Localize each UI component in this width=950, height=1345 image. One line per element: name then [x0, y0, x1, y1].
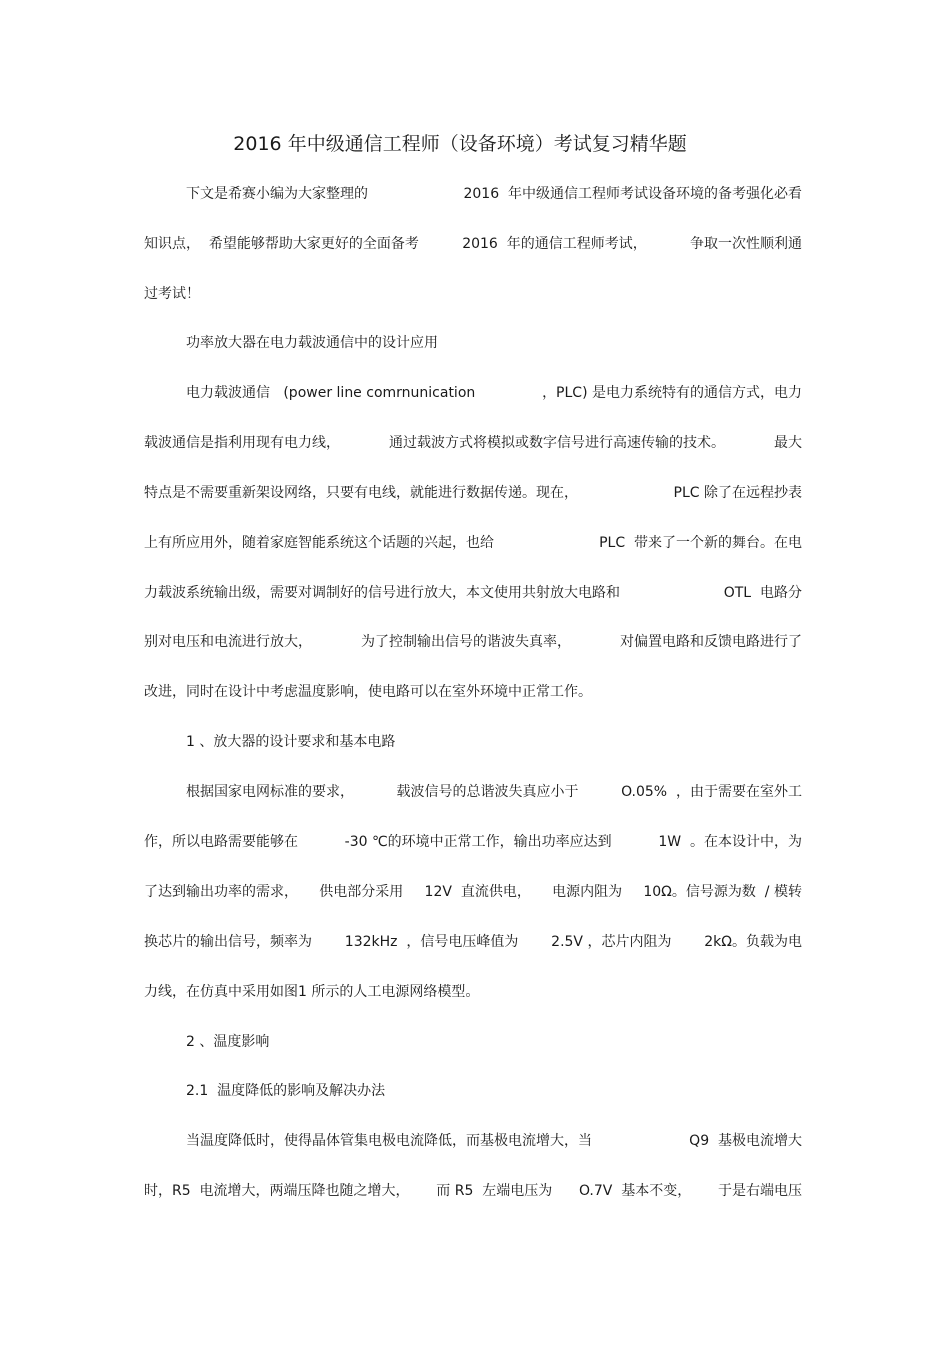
text-line [144, 932, 802, 952]
text-segment: 2kΩ。负载为电 [704, 934, 802, 950]
text-line [144, 583, 802, 603]
text-segment: 12V 直流供电， [424, 884, 531, 900]
text-segment: Q9 基极电流增大 [689, 1133, 802, 1149]
text-segment: 当温度降低时，使得晶体管集电极电流降低，而基极电流增大，当 [186, 1133, 592, 1149]
document-title: 2016 年中级通信工程师（设备环境）考试复习精华题 [233, 133, 687, 155]
text-segment: 电力载波通信 (power line comrnunication [186, 385, 476, 401]
text-segment: 10Ω。信号源为数 / 模转 [643, 884, 802, 900]
text-segment: 载波通信是指利用现有电力线， [144, 435, 340, 451]
text-line [186, 383, 802, 403]
text-line [186, 1032, 269, 1052]
text-line [186, 1081, 385, 1101]
text-segment: 对偏置电路和反馈电路进行了 [620, 634, 802, 650]
text-line [186, 333, 438, 353]
text-segment: 2016 年的通信工程师考试， [462, 236, 647, 252]
text-segment: 功率放大器在电力载波通信中的设计应用 [186, 335, 438, 351]
text-segment: O.05% ，由于需要在室外工 [621, 784, 802, 800]
text-segment: 过考试！ [144, 286, 200, 302]
text-line [144, 832, 802, 852]
text-segment: 载波信号的总谐波失真应小于 [396, 784, 579, 800]
text-segment: 上有所应用外，随着家庭智能系统这个话题的兴起，也给 [144, 535, 494, 551]
text-line [144, 1181, 802, 1201]
text-line [144, 632, 802, 652]
text-segment: 1 所示的人工电源网络模型。 [298, 984, 480, 1000]
text-segment: 时，R5 电流增大，两端压降也随之增大， [144, 1183, 410, 1199]
text-segment: 力载波系统输出级，需要对调制好的信号进行放大，本文使用共射放大电路和 [144, 585, 620, 601]
text-line [144, 982, 479, 1002]
text-segment: 2.1 温度降低的影响及解决办法 [186, 1083, 386, 1099]
text-line [186, 782, 802, 802]
text-segment: 1 、放大器的设计要求和基本电路 [186, 734, 396, 750]
text-segment: -30 ℃的环境中正常工作，输出功率应达到 [344, 834, 612, 850]
text-segment: PLC 带来了一个新的舞台。在电 [599, 535, 802, 551]
text-segment: 供电部分采用 [319, 884, 404, 900]
text-line [144, 682, 592, 702]
text-segment: 于是右端电压 [718, 1183, 802, 1199]
text-segment: 下文是希赛小编为大家整理的 [186, 186, 368, 202]
text-segment: 争取一次性顺利通 [690, 236, 802, 252]
text-line [144, 433, 802, 453]
text-segment: OTL 电路分 [723, 585, 802, 601]
text-segment: 根据国家电网标准的要求， [186, 784, 354, 800]
text-segment: 而 R5 左端电压为 [436, 1183, 553, 1199]
text-segment: 知识点， 希望能够帮助大家更好的全面备考 [144, 236, 419, 252]
text-line [144, 284, 200, 304]
text-line [144, 882, 802, 902]
text-segment: 改进，同时在设计中考虑温度影响，使电路可以在室外环境中正常工作。 [144, 684, 592, 700]
text-segment: 1W 。在本设计中，为 [658, 834, 802, 850]
text-segment: 2016 年中级通信工程师考试设备环境的备考强化必看 [463, 186, 802, 202]
text-segment: ，PLC) 是电力系统特有的通信方式，电力 [542, 385, 802, 401]
text-segment: 换芯片的输出信号，频率为 [144, 934, 312, 950]
text-line [144, 483, 802, 503]
text-line [186, 184, 802, 204]
text-segment: 最大 [774, 435, 802, 451]
text-segment: 132kHz ，信号电压峰值为 [344, 934, 519, 950]
text-line [186, 732, 395, 752]
text-segment: O.7V 基本不变， [578, 1183, 692, 1199]
text-segment: PLC 除了在远程抄表 [673, 485, 802, 501]
text-line [144, 533, 802, 553]
text-segment: 作，所以电路需要能够在 [144, 834, 298, 850]
text-segment: 了达到输出功率的需求， [144, 884, 298, 900]
text-segment: 电源内阻为 [552, 884, 623, 900]
text-segment: 别对电压和电流进行放大， [144, 634, 312, 650]
text-segment: 通过载波方式将模拟或数字信号进行高速传输的技术。 [389, 435, 725, 451]
text-segment: 2 、温度影响 [186, 1034, 270, 1050]
text-line [144, 234, 802, 254]
text-segment: 为了控制输出信号的谐波失真率， [361, 634, 571, 650]
text-segment: 2.5V ，芯片内阻为 [551, 934, 672, 950]
text-segment: 特点是不需要重新架设网络，只要有电线，就能进行数据传递。现在， [144, 485, 578, 501]
text-segment: 力线，在仿真中采用如图 [144, 984, 298, 1000]
text-line [186, 1131, 802, 1151]
